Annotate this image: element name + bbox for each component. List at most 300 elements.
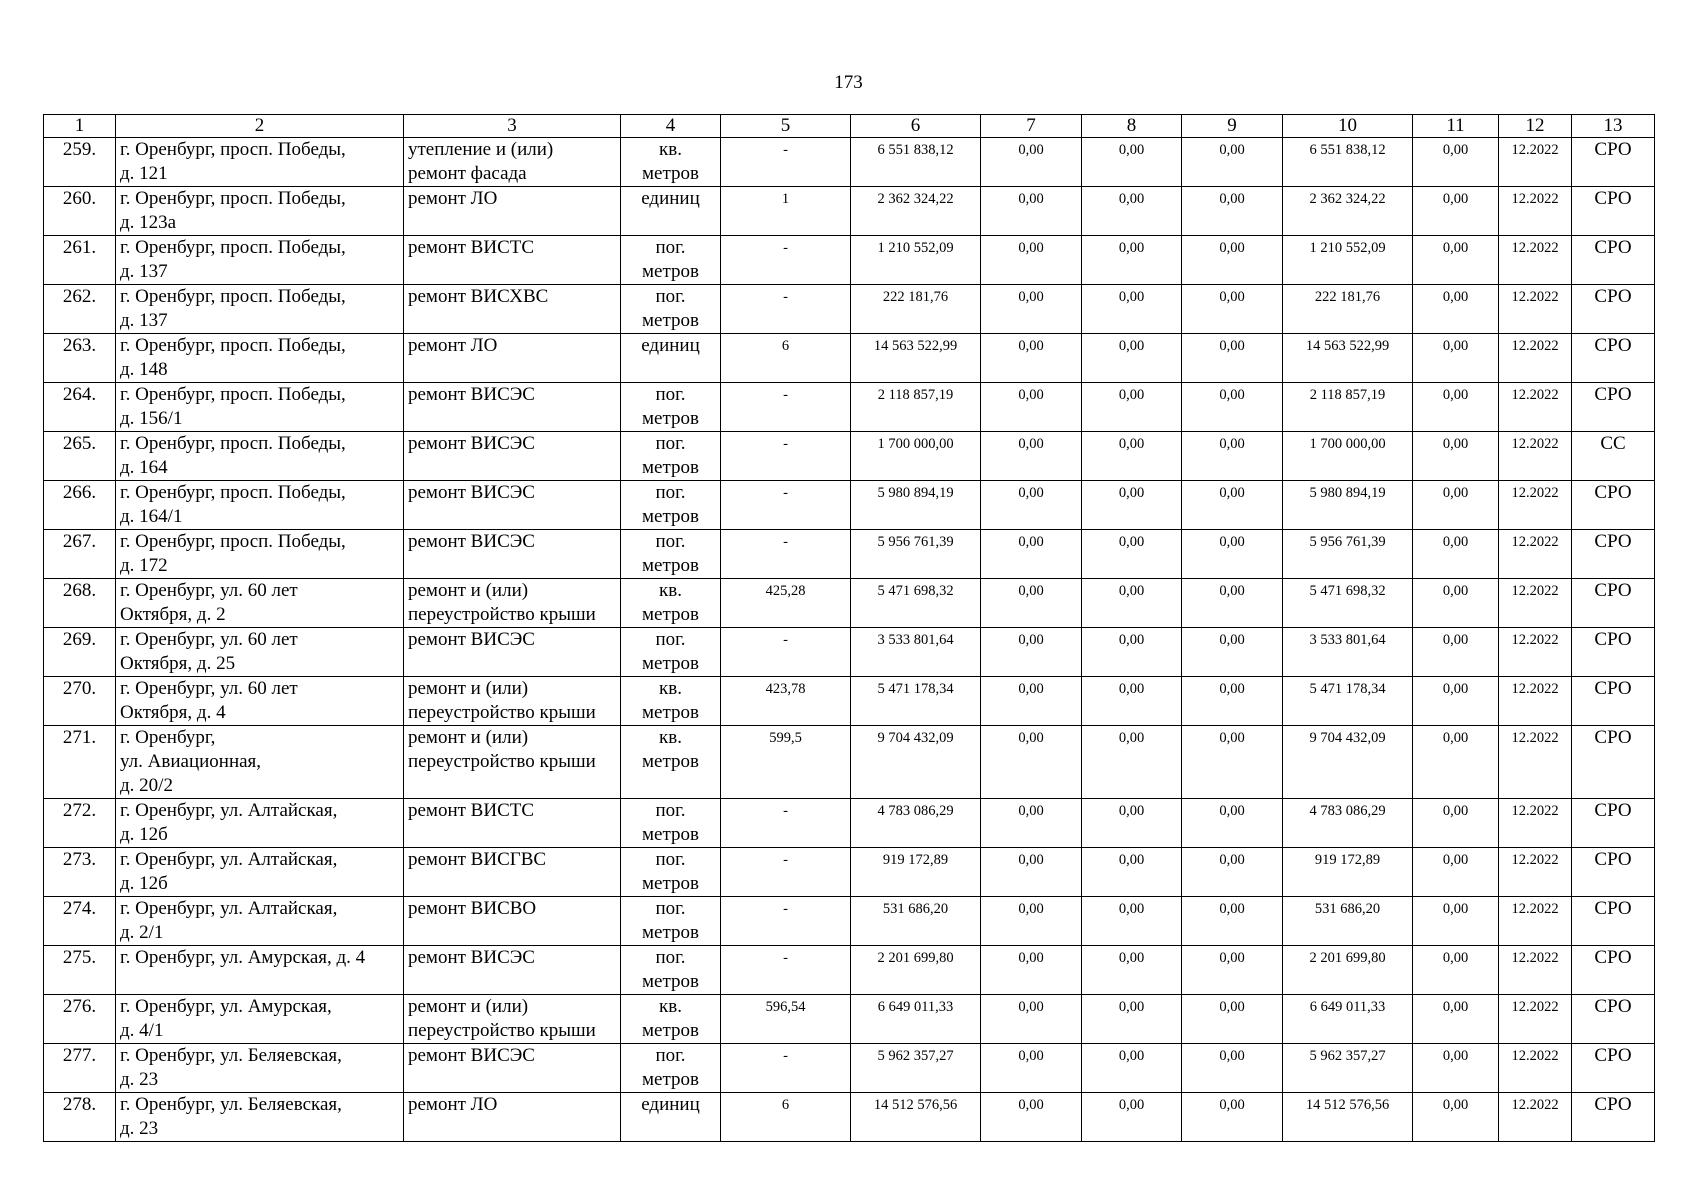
- value-cell-9: 0,00: [1182, 187, 1283, 236]
- value-cell-7: 0,00: [981, 677, 1082, 726]
- unit-cell: [621, 995, 721, 1044]
- funding-method-cell: СРО: [1572, 187, 1655, 236]
- volume-cell: -: [721, 481, 851, 530]
- column-header-5: 5: [721, 115, 851, 138]
- value-cell-7: 0,00: [981, 579, 1082, 628]
- total-cost-cell: 5 471 698,32: [851, 579, 981, 628]
- total-cost-cell: 1 210 552,09: [851, 236, 981, 285]
- value-cell-7: 0,00: [981, 236, 1082, 285]
- address-cell: [116, 432, 404, 481]
- work-type-line: ремонт и (или): [408, 727, 529, 748]
- unit-line: кв.: [659, 727, 682, 748]
- value-cell-11: 0,00: [1413, 799, 1499, 848]
- date-cell: 12.2022: [1499, 1044, 1572, 1093]
- address-line: г. Оренбург,: [120, 727, 216, 748]
- address-cell: [116, 726, 404, 799]
- date-cell: 12.2022: [1499, 432, 1572, 481]
- column-header-3: 3: [404, 115, 621, 138]
- work-type-line: утепление и (или): [408, 139, 554, 160]
- total-cost-cell: 222 181,76: [851, 285, 981, 334]
- value-cell-7: 0,00: [981, 1093, 1082, 1142]
- table-row: [44, 677, 1655, 726]
- volume-cell: 599,5: [721, 726, 851, 799]
- work-type-line: переустройство крыши: [408, 751, 596, 772]
- unit-line: единиц: [641, 335, 700, 356]
- unit-line: метров: [642, 408, 699, 429]
- address-line: г. Оренбург, ул. Амурская,: [120, 996, 332, 1017]
- address-line: г. Оренбург, ул. Алтайская,: [120, 800, 338, 821]
- volume-cell: -: [721, 432, 851, 481]
- value-cell-9: 0,00: [1182, 946, 1283, 995]
- value-cell-7: 0,00: [981, 383, 1082, 432]
- unit-cell: [621, 138, 721, 187]
- value-cell-8: 0,00: [1082, 628, 1182, 677]
- volume-cell: -: [721, 383, 851, 432]
- unit-cell: [621, 897, 721, 946]
- value-cell-9: 0,00: [1182, 383, 1283, 432]
- funding-method-cell: СРО: [1572, 138, 1655, 187]
- unit-cell: [621, 236, 721, 285]
- value-cell-9: 0,00: [1182, 334, 1283, 383]
- column-header-7: 7: [981, 115, 1082, 138]
- unit-line: метров: [642, 163, 699, 184]
- table-row: [44, 1093, 1655, 1142]
- address-line: г. Оренбург, просп. Победы,: [120, 286, 346, 307]
- address-line: г. Оренбург, просп. Победы,: [120, 482, 346, 503]
- unit-line: метров: [642, 555, 699, 576]
- total-cost-cell: 4 783 086,29: [851, 799, 981, 848]
- volume-cell: -: [721, 530, 851, 579]
- work-type-line: ремонт ВИСЭС: [408, 482, 535, 503]
- address-cell: [116, 334, 404, 383]
- address-line: г. Оренбург, ул. Алтайская,: [120, 898, 338, 919]
- row-number: 276.: [44, 995, 116, 1044]
- row-number: 274.: [44, 897, 116, 946]
- row-number: 259.: [44, 138, 116, 187]
- address-line: г. Оренбург, просп. Победы,: [120, 433, 346, 454]
- value-cell-10: 5 956 761,39: [1283, 530, 1413, 579]
- address-line: г. Оренбург, просп. Победы,: [120, 335, 346, 356]
- column-number-row: [44, 115, 1655, 138]
- value-cell-10: 5 471 698,32: [1283, 579, 1413, 628]
- row-number: 268.: [44, 579, 116, 628]
- unit-line: пог.: [655, 1045, 686, 1066]
- date-cell: 12.2022: [1499, 995, 1572, 1044]
- unit-line: кв.: [659, 139, 682, 160]
- address-cell: [116, 530, 404, 579]
- work-type-cell: [404, 334, 621, 383]
- unit-line: метров: [642, 604, 699, 625]
- value-cell-11: 0,00: [1413, 285, 1499, 334]
- total-cost-cell: 5 471 178,34: [851, 677, 981, 726]
- address-line: Октября, д. 25: [120, 653, 236, 674]
- unit-cell: [621, 285, 721, 334]
- address-line: д. 164: [120, 457, 168, 478]
- work-type-line: ремонт ВИСЭС: [408, 384, 535, 405]
- row-number: 265.: [44, 432, 116, 481]
- unit-cell: [621, 726, 721, 799]
- volume-cell: 423,78: [721, 677, 851, 726]
- address-line: г. Оренбург, просп. Победы,: [120, 531, 346, 552]
- work-type-cell: [404, 383, 621, 432]
- address-line: д. 20/2: [120, 775, 173, 796]
- value-cell-9: 0,00: [1182, 138, 1283, 187]
- repair-plan-table: [43, 114, 1655, 1142]
- date-cell: 12.2022: [1499, 946, 1572, 995]
- address-line: ул. Авиационная,: [120, 751, 262, 772]
- address-cell: [116, 946, 404, 995]
- value-cell-11: 0,00: [1413, 848, 1499, 897]
- unit-cell: [621, 432, 721, 481]
- work-type-line: ремонт ЛО: [408, 335, 498, 356]
- value-cell-11: 0,00: [1413, 946, 1499, 995]
- total-cost-cell: 2 201 699,80: [851, 946, 981, 995]
- address-cell: [116, 995, 404, 1044]
- date-cell: 12.2022: [1499, 726, 1572, 799]
- date-cell: 12.2022: [1499, 236, 1572, 285]
- unit-line: метров: [642, 653, 699, 674]
- work-type-line: ремонт ЛО: [408, 1094, 498, 1115]
- work-type-cell: [404, 285, 621, 334]
- work-type-line: ремонт ВИСТС: [408, 237, 535, 258]
- value-cell-9: 0,00: [1182, 285, 1283, 334]
- value-cell-11: 0,00: [1413, 628, 1499, 677]
- value-cell-8: 0,00: [1082, 138, 1182, 187]
- address-line: д. 121: [120, 163, 168, 184]
- unit-line: пог.: [655, 898, 686, 919]
- value-cell-7: 0,00: [981, 187, 1082, 236]
- funding-method-cell: СРО: [1572, 799, 1655, 848]
- date-cell: 12.2022: [1499, 1093, 1572, 1142]
- work-type-cell: [404, 1093, 621, 1142]
- funding-method-cell: СРО: [1572, 579, 1655, 628]
- work-type-line: ремонт ВИСГВС: [408, 849, 547, 870]
- column-header-6: 6: [851, 115, 981, 138]
- unit-cell: [621, 1044, 721, 1093]
- column-header-12: 12: [1499, 115, 1572, 138]
- row-number: 278.: [44, 1093, 116, 1142]
- value-cell-9: 0,00: [1182, 628, 1283, 677]
- work-type-line: ремонт фасада: [408, 163, 527, 184]
- work-type-line: ремонт и (или): [408, 678, 529, 699]
- table-row: [44, 187, 1655, 236]
- unit-cell: [621, 848, 721, 897]
- address-line: д. 12б: [120, 873, 168, 894]
- table-row: [44, 432, 1655, 481]
- total-cost-cell: 1 700 000,00: [851, 432, 981, 481]
- value-cell-7: 0,00: [981, 1044, 1082, 1093]
- value-cell-11: 0,00: [1413, 481, 1499, 530]
- value-cell-11: 0,00: [1413, 726, 1499, 799]
- total-cost-cell: 6 551 838,12: [851, 138, 981, 187]
- address-cell: [116, 285, 404, 334]
- row-number: 264.: [44, 383, 116, 432]
- value-cell-9: 0,00: [1182, 530, 1283, 579]
- unit-cell: [621, 579, 721, 628]
- address-cell: [116, 383, 404, 432]
- table-row: [44, 946, 1655, 995]
- table-body: [44, 138, 1655, 1142]
- value-cell-8: 0,00: [1082, 187, 1182, 236]
- value-cell-8: 0,00: [1082, 677, 1182, 726]
- work-type-line: ремонт ВИСХВС: [408, 286, 549, 307]
- address-line: г. Оренбург, ул. Алтайская,: [120, 849, 338, 870]
- date-cell: 12.2022: [1499, 677, 1572, 726]
- work-type-cell: [404, 677, 621, 726]
- value-cell-10: 1 210 552,09: [1283, 236, 1413, 285]
- value-cell-9: 0,00: [1182, 1044, 1283, 1093]
- unit-line: единиц: [641, 188, 700, 209]
- value-cell-7: 0,00: [981, 530, 1082, 579]
- work-type-line: ремонт ВИСЭС: [408, 947, 535, 968]
- address-line: г. Оренбург, ул. 60 лет: [120, 678, 298, 699]
- work-type-cell: [404, 481, 621, 530]
- total-cost-cell: 6 649 011,33: [851, 995, 981, 1044]
- value-cell-7: 0,00: [981, 138, 1082, 187]
- address-line: д. 23: [120, 1069, 159, 1090]
- column-header-8: 8: [1082, 115, 1182, 138]
- value-cell-10: 2 118 857,19: [1283, 383, 1413, 432]
- unit-line: пог.: [655, 482, 686, 503]
- funding-method-cell: СРО: [1572, 334, 1655, 383]
- unit-cell: [621, 334, 721, 383]
- work-type-cell: [404, 236, 621, 285]
- work-type-cell: [404, 995, 621, 1044]
- address-line: Октября, д. 4: [120, 702, 226, 723]
- date-cell: 12.2022: [1499, 799, 1572, 848]
- unit-line: метров: [642, 310, 699, 331]
- table-row: [44, 334, 1655, 383]
- table-row: [44, 726, 1655, 799]
- value-cell-7: 0,00: [981, 432, 1082, 481]
- column-header-4: 4: [621, 115, 721, 138]
- row-number: 262.: [44, 285, 116, 334]
- unit-cell: [621, 628, 721, 677]
- work-type-cell: [404, 848, 621, 897]
- funding-method-cell: СРО: [1572, 285, 1655, 334]
- work-type-cell: [404, 530, 621, 579]
- unit-line: метров: [642, 506, 699, 527]
- unit-line: метров: [642, 1020, 699, 1041]
- value-cell-8: 0,00: [1082, 579, 1182, 628]
- address-line: д. 23: [120, 1118, 159, 1139]
- value-cell-10: 919 172,89: [1283, 848, 1413, 897]
- value-cell-9: 0,00: [1182, 848, 1283, 897]
- volume-cell: -: [721, 848, 851, 897]
- date-cell: 12.2022: [1499, 897, 1572, 946]
- volume-cell: 425,28: [721, 579, 851, 628]
- row-number: 263.: [44, 334, 116, 383]
- unit-line: пог.: [655, 433, 686, 454]
- work-type-line: переустройство крыши: [408, 604, 596, 625]
- work-type-line: ремонт ВИСВО: [408, 898, 537, 919]
- funding-method-cell: СРО: [1572, 726, 1655, 799]
- unit-line: пог.: [655, 286, 686, 307]
- table-row: [44, 1044, 1655, 1093]
- total-cost-cell: 5 962 357,27: [851, 1044, 981, 1093]
- value-cell-10: 9 704 432,09: [1283, 726, 1413, 799]
- unit-line: метров: [642, 702, 699, 723]
- table-row: [44, 897, 1655, 946]
- unit-cell: [621, 946, 721, 995]
- funding-method-cell: СРО: [1572, 1044, 1655, 1093]
- value-cell-11: 0,00: [1413, 1093, 1499, 1142]
- value-cell-10: 5 962 357,27: [1283, 1044, 1413, 1093]
- total-cost-cell: 5 956 761,39: [851, 530, 981, 579]
- value-cell-8: 0,00: [1082, 383, 1182, 432]
- funding-method-cell: СРО: [1572, 995, 1655, 1044]
- value-cell-10: 531 686,20: [1283, 897, 1413, 946]
- funding-method-cell: СРО: [1572, 897, 1655, 946]
- total-cost-cell: 919 172,89: [851, 848, 981, 897]
- work-type-line: ремонт ВИСЭС: [408, 531, 535, 552]
- table-row: [44, 530, 1655, 579]
- row-number: 266.: [44, 481, 116, 530]
- address-line: д. 148: [120, 359, 168, 380]
- value-cell-11: 0,00: [1413, 897, 1499, 946]
- volume-cell: 1: [721, 187, 851, 236]
- value-cell-8: 0,00: [1082, 334, 1182, 383]
- work-type-cell: [404, 799, 621, 848]
- address-line: г. Оренбург, ул. Беляевская,: [120, 1094, 342, 1115]
- address-line: д. 12б: [120, 824, 168, 845]
- value-cell-7: 0,00: [981, 334, 1082, 383]
- volume-cell: -: [721, 1044, 851, 1093]
- value-cell-7: 0,00: [981, 848, 1082, 897]
- unit-line: метров: [642, 457, 699, 478]
- value-cell-7: 0,00: [981, 481, 1082, 530]
- value-cell-10: 1 700 000,00: [1283, 432, 1413, 481]
- page-number: 173: [834, 72, 863, 93]
- address-line: д. 172: [120, 555, 168, 576]
- address-cell: [116, 579, 404, 628]
- value-cell-10: 6 649 011,33: [1283, 995, 1413, 1044]
- value-cell-11: 0,00: [1413, 138, 1499, 187]
- date-cell: 12.2022: [1499, 530, 1572, 579]
- column-header-13: 13: [1572, 115, 1655, 138]
- funding-method-cell: СС: [1572, 432, 1655, 481]
- unit-line: кв.: [659, 996, 682, 1017]
- value-cell-10: 5 980 894,19: [1283, 481, 1413, 530]
- total-cost-cell: 9 704 432,09: [851, 726, 981, 799]
- funding-method-cell: СРО: [1572, 946, 1655, 995]
- volume-cell: -: [721, 628, 851, 677]
- row-number: 261.: [44, 236, 116, 285]
- unit-line: пог.: [655, 384, 686, 405]
- total-cost-cell: 5 980 894,19: [851, 481, 981, 530]
- value-cell-10: 4 783 086,29: [1283, 799, 1413, 848]
- value-cell-8: 0,00: [1082, 897, 1182, 946]
- column-header-11: 11: [1413, 115, 1499, 138]
- unit-line: кв.: [659, 678, 682, 699]
- address-cell: [116, 1044, 404, 1093]
- date-cell: 12.2022: [1499, 579, 1572, 628]
- date-cell: 12.2022: [1499, 481, 1572, 530]
- unit-cell: [621, 799, 721, 848]
- work-type-line: переустройство крыши: [408, 1020, 596, 1041]
- table-row: [44, 236, 1655, 285]
- unit-line: пог.: [655, 629, 686, 650]
- funding-method-cell: СРО: [1572, 383, 1655, 432]
- value-cell-8: 0,00: [1082, 236, 1182, 285]
- value-cell-8: 0,00: [1082, 432, 1182, 481]
- volume-cell: 6: [721, 334, 851, 383]
- value-cell-10: 2 201 699,80: [1283, 946, 1413, 995]
- column-header-2: 2: [116, 115, 404, 138]
- value-cell-7: 0,00: [981, 946, 1082, 995]
- value-cell-9: 0,00: [1182, 677, 1283, 726]
- work-type-line: ремонт ВИСТС: [408, 800, 535, 821]
- volume-cell: -: [721, 946, 851, 995]
- value-cell-9: 0,00: [1182, 799, 1283, 848]
- address-line: г. Оренбург, просп. Победы,: [120, 139, 346, 160]
- work-type-line: ремонт ЛО: [408, 188, 498, 209]
- total-cost-cell: 2 362 324,22: [851, 187, 981, 236]
- column-header-1: 1: [44, 115, 116, 138]
- address-cell: [116, 799, 404, 848]
- value-cell-9: 0,00: [1182, 995, 1283, 1044]
- volume-cell: -: [721, 897, 851, 946]
- volume-cell: -: [721, 285, 851, 334]
- value-cell-11: 0,00: [1413, 995, 1499, 1044]
- address-cell: [116, 236, 404, 285]
- value-cell-11: 0,00: [1413, 1044, 1499, 1093]
- value-cell-11: 0,00: [1413, 432, 1499, 481]
- unit-line: метров: [642, 971, 699, 992]
- unit-cell: [621, 677, 721, 726]
- row-number: 270.: [44, 677, 116, 726]
- column-header-9: 9: [1182, 115, 1283, 138]
- address-cell: [116, 628, 404, 677]
- table-row: [44, 799, 1655, 848]
- work-type-line: переустройство крыши: [408, 702, 596, 723]
- work-type-cell: [404, 628, 621, 677]
- volume-cell: 596,54: [721, 995, 851, 1044]
- funding-method-cell: СРО: [1572, 530, 1655, 579]
- funding-method-cell: СРО: [1572, 1093, 1655, 1142]
- address-cell: [116, 187, 404, 236]
- value-cell-11: 0,00: [1413, 579, 1499, 628]
- value-cell-7: 0,00: [981, 799, 1082, 848]
- date-cell: 12.2022: [1499, 848, 1572, 897]
- funding-method-cell: СРО: [1572, 481, 1655, 530]
- table-row: [44, 138, 1655, 187]
- volume-cell: 6: [721, 1093, 851, 1142]
- table-row: [44, 579, 1655, 628]
- address-line: д. 156/1: [120, 408, 183, 429]
- funding-method-cell: СРО: [1572, 628, 1655, 677]
- address-cell: [116, 897, 404, 946]
- date-cell: 12.2022: [1499, 138, 1572, 187]
- table-row: [44, 285, 1655, 334]
- address-line: г. Оренбург, просп. Победы,: [120, 237, 346, 258]
- unit-line: пог.: [655, 947, 686, 968]
- row-number: 272.: [44, 799, 116, 848]
- value-cell-9: 0,00: [1182, 1093, 1283, 1142]
- unit-line: метров: [642, 824, 699, 845]
- total-cost-cell: 2 118 857,19: [851, 383, 981, 432]
- unit-line: метров: [642, 1069, 699, 1090]
- value-cell-11: 0,00: [1413, 187, 1499, 236]
- date-cell: 12.2022: [1499, 383, 1572, 432]
- value-cell-8: 0,00: [1082, 799, 1182, 848]
- address-cell: [116, 138, 404, 187]
- total-cost-cell: 531 686,20: [851, 897, 981, 946]
- unit-line: метров: [642, 873, 699, 894]
- address-line: г. Оренбург, ул. Амурская, д. 4: [120, 947, 366, 968]
- unit-line: пог.: [655, 849, 686, 870]
- address-cell: [116, 1093, 404, 1142]
